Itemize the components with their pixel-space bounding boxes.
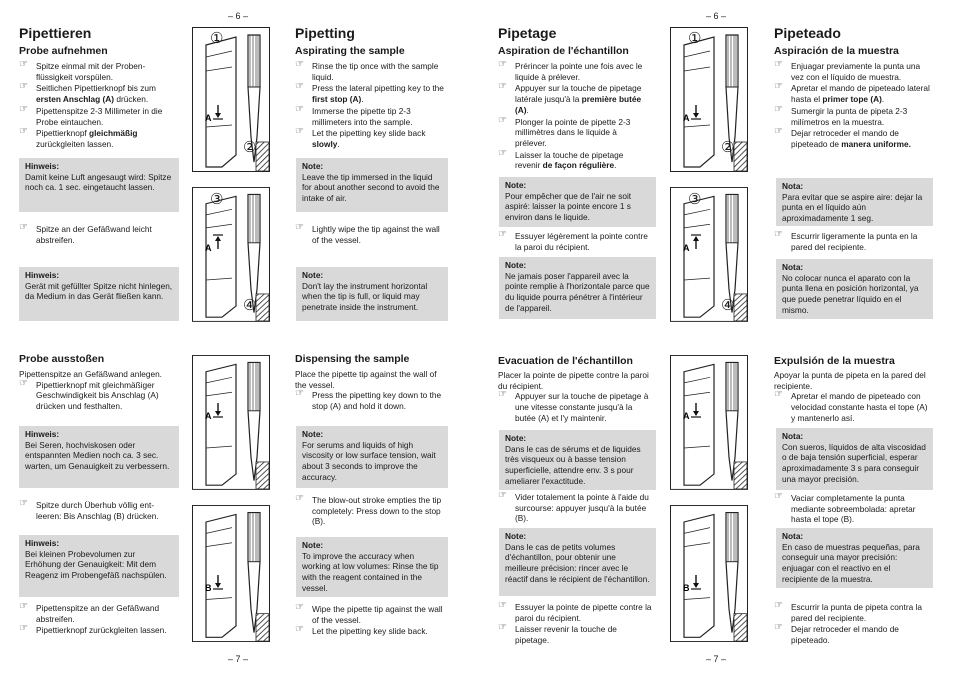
figure-aspirate-step-1-2 [192, 27, 270, 172]
text-dispense-fr: Placer la pointe de pipette contre la paroi du récipient. ☞ Appuyer sur la touche de pipetage à une vitesse constante jusqu'à la butée (A) et l'y maintenir. [498, 370, 650, 425]
section-title-fr: Pipetage [498, 25, 557, 41]
bullets-end-en: ☞ Wipe the pipette tip against the wall of the vessel. ☞ Let the pipetting key slide back. [295, 604, 445, 638]
subtitle-aspirate-de: Probe aufnehmen [19, 45, 108, 57]
bullets-aspirate-fr: ☞ Prérincer la pointe une fois avec le liquide à prélever. ☞ Appuyer sur la touche de pipetage latérale jusqu'à la première butée (A). ☞ Plonger la pointe de pipette 2-3 millimètres dans le liquide à prélever. ☞ Laisser la touche de pipetage revenir de façon régulière. [498, 61, 648, 172]
bullets-aspirate-de [19, 61, 169, 151]
note-box: Hinweis: Damit keine Luft angesaugt wird: Spitze noch ca. 1 sec. eingetaucht lassen. [19, 158, 179, 212]
subtitle-aspirate-en: Aspirating the sample [295, 45, 405, 57]
bullet-wipe-fr: ☞ Essuyer légèrement la pointe contre la paroi du récipient. [498, 231, 653, 253]
bullets-aspirate-es: ☞ Enjuagar previamente la punta una vez con el líquido de muestra. ☞ Apretar el mando de pipeteado lateral hasta el primer tope (A). ☞ Sumergir la punta de pipeta 2-3 milímetros en la muestra. ☞ Dejar retroceder el mando de pipeteado de manera uniforme. [774, 61, 932, 151]
bullet: ☞ Pipettenspitze 2-3 Millimeter in die Probe eintauchen. [19, 106, 169, 127]
figure-aspirate-step-1-2 [670, 27, 748, 172]
figure-dispense-b [192, 505, 270, 642]
note-box: Note: Dans le cas de petits volumes d'échantillon, pour obtenir une meilleure précision: rincer avec le réactif dans le récipient de l'échantillon. [499, 528, 656, 596]
subtitle-dispense-es: Expulsión de la muestra [774, 355, 895, 367]
step-number: ① [210, 30, 224, 47]
step-number: ② [721, 139, 735, 156]
bullet-wipe-de: ☞ Spitze an der Gefäßwand leicht abstreifen. [19, 224, 169, 246]
label-a: A [205, 411, 212, 421]
section-title-en: Pipetting [295, 25, 355, 41]
subtitle-dispense-fr: Evacuation de l'échantillon [498, 355, 633, 367]
subtitle-dispense-en: Dispensing the sample [295, 353, 410, 365]
bullet-blowout-en: ☞ The blow-out stroke empties the tip completely: Press down to the stop (B). [295, 495, 445, 528]
section-title-es: Pipeteado [774, 25, 841, 41]
figure-dispense-b [670, 505, 748, 642]
label-b: B [683, 583, 690, 593]
subtitle-aspirate-fr: Aspiration de l'échantillon [498, 45, 629, 57]
bullet-blowout-es: ☞ Vaciar completamente la punta mediante sobreembolada: apretar hasta el tope (B). [774, 493, 932, 526]
label-a: A [683, 411, 690, 421]
step-number: ② [243, 139, 257, 156]
note-box: Hinweis: Bei kleinen Probevolumen zur Erhöhung der Genauigkeit: Mit dem Reagenz im Probengefäß nachspülen. [19, 535, 179, 597]
text-dispense-de: Pipettenspitze an Gefäßwand anlegen. ☞ Pipettierknopf mit gleichmäßiger Geschwindigkeit bis Anschlag (A) drücken und festhalten. [19, 369, 171, 413]
bullet-wipe-es: ☞ Escurrir ligeramente la punta en la pared del recipiente. [774, 231, 932, 253]
step-number: ③ [210, 191, 224, 208]
note-box: Note: Leave the tip immersed in the liquid for about another second to avoid the intake of air. [296, 158, 448, 212]
section-title-de: Pipettieren [19, 25, 92, 41]
note-box: Nota: Con sueros, líquidos de alta viscosidad o de baja tensión superficial, esperar aproximadamente 3 s para conseguir una mayor precisión. [776, 428, 933, 490]
note-box: Note: To improve the accuracy when working at low volumes: Rinse the tip with the reagent contained in the vessel. [296, 537, 448, 597]
page-number: – 6 – [228, 11, 249, 21]
note-box: Note: For serums and liquids of high viscosity or low surface tension, wait about 3 seconds to improve the accuracy. [296, 426, 448, 488]
bullet-blowout-de: ☞ Spitze durch Überhub völlig entleeren: Bis Anschlag (B) drücken. [19, 500, 171, 522]
figure-dispense-a [192, 355, 270, 490]
page-number: – 7 – [228, 654, 249, 664]
subtitle-dispense-de: Probe ausstoßen [19, 353, 105, 365]
bullets-end-fr: ☞ Essuyer la pointe de pipette contre la paroi du récipient. ☞ Laisser revenir la touche de pipetage. [498, 602, 653, 647]
text-dispense-es: Apoyar la punta de pipeta en la pared del recipiente. ☞ Apretar el mando de pipeteado con velocidad constante hasta el tope (A) y mantenerlo así. [774, 370, 932, 425]
figure-aspirate-step-3-4 [192, 187, 270, 322]
step-number: ③ [688, 191, 702, 208]
bullet: ☞ Spitze einmal mit der Probenflüssigkeit vorspülen. [19, 61, 169, 82]
text-dispense-en: Place the pipette tip against the wall of the vessel. ☞ Press the pipetting key down to the stop (A) and hold it down. [295, 369, 445, 413]
label-a: A [683, 113, 690, 123]
figure-dispense-a [670, 355, 748, 490]
note-box: Nota: No colocar nunca el aparato con la punta llena en posición horizontal, ya que puede penetrar líquido en el mismo. [776, 259, 933, 319]
label-a: A [205, 113, 212, 123]
note-box: Nota: En caso de muestras pequeñas, para conseguir una mayor precisión: enjuagar con el reactivo en el recipiente de la muestra. [776, 528, 933, 588]
note-box: Nota: Para evitar que se aspire aire: dejar la punta en el líquido aún aproximadamente 1 seg. [776, 178, 933, 226]
note-box: Note: Don't lay the instrument horizontal when the tip is full, or liquid may penetrate inside the instrument. [296, 267, 448, 321]
label-a: A [205, 243, 212, 253]
bullet-blowout-fr: ☞ Vider totalement la pointe à l'aide du surcourse: appuyer jusqu'à la butée (B). [498, 492, 653, 525]
note-box: Note: Ne jamais poser l'appareil avec la pointe remplie à l'horizontale parce que du liquide pourra pénétrer à l'intérieur de l'appareil. [499, 257, 656, 319]
bullets-aspirate-en: ☞ Rinse the tip once with the sample liquid. ☞ Press the lateral pipetting key to the first stop (A). ☞ Immerse the pipette tip 2-3 millimeters into the sample. ☞ Let the pipetting key slide back slowly. [295, 61, 445, 151]
bullet-wipe-en: ☞ Lightly wipe the tip against the wall of the vessel. [295, 224, 443, 246]
note-box: Note: Pour empêcher que de l'air ne soit aspiré: laisser la pointe encore 1 s environ dans le liquide. [499, 177, 656, 227]
step-number: ① [688, 30, 702, 47]
subtitle-aspirate-es: Aspiración de la muestra [774, 45, 899, 57]
label-b: B [205, 583, 212, 593]
figure-aspirate-step-3-4 [670, 187, 748, 322]
note-box: Hinweis: Gerät mit gefüllter Spitze nicht hinlegen, da Medium in das Gerät fließen kann. [19, 267, 179, 321]
bullet: ☞ Seitlichen Pipettierknopf bis zum ersten Anschlag (A) drücken. [19, 83, 169, 104]
page-number: – 6 – [706, 11, 727, 21]
note-box: Hinweis: Bei Seren, hochviskosen oder entspannten Medien noch ca. 3 sec. warten, um Genauigkeit zu verbessern. [19, 426, 179, 488]
label-a: A [683, 243, 690, 253]
step-number: ④ [243, 297, 257, 314]
bullet: ☞ Pipettierknopf gleichmäßig zurückgleiten lassen. [19, 128, 169, 149]
bullets-end-es: ☞ Escurrir la punta de pipeta contra la pared del recipiente. ☞ Dejar retroceder el mando de pipeteado. [774, 602, 932, 647]
step-number: ④ [721, 297, 735, 314]
note-box: Note: Dans le cas de sérums et de liquides très visqueux ou à basse tension superficielle, attendre env. 3 s pour ameliarer l'exactitude. [499, 430, 656, 490]
page-number: – 7 – [706, 654, 727, 664]
bullets-end-de: ☞ Pipettenspitze an der Gefäßwand abstreifen. ☞ Pipettierknopf zurückgleiten lassen. [19, 603, 171, 637]
